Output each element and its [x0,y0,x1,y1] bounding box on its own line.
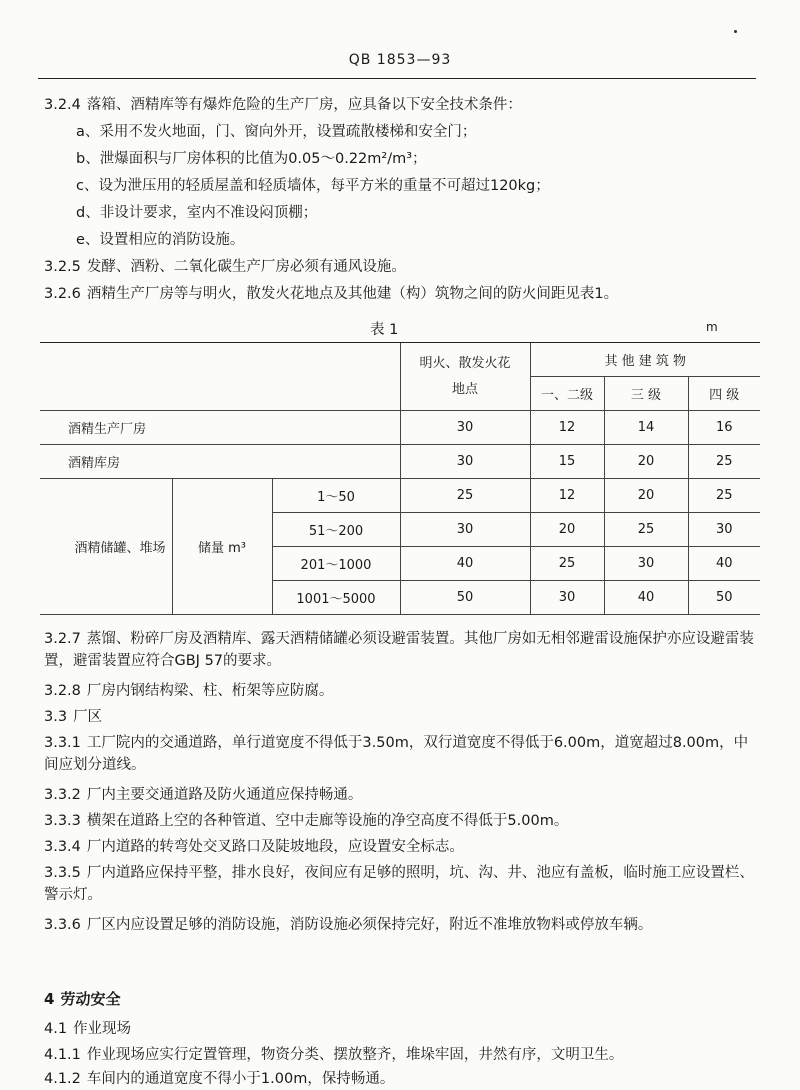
cell: 25 [688,479,760,513]
header-open-fire: 明火、散发火花地点 [400,343,530,411]
range-cell: 1～50 [272,479,400,513]
cell: 30 [530,581,604,615]
clause-3-2-4-item-e: e、设置相应的消防设施。 [76,232,245,248]
clause-3-3: 3.3 厂区 [44,709,103,725]
section-4-title: 4 劳动安全 [44,990,121,1008]
clause-4-1-1: 4.1.1 作业现场应实行定置管理，物资分类、摆放整齐，堆垛牢固，井然有序，文明卫生。 [44,1047,624,1063]
tank-group-label: 酒精储罐、堆场 [40,479,172,615]
cell: 20 [604,479,688,513]
range-cell: 201～1000 [272,547,400,581]
row-label: 酒精库房 [40,445,400,479]
clause-3-2-4-item-c: c、设为泄压用的轻质屋盖和轻质墙体，每平方米的重量不可超过120kg； [76,178,550,194]
clause-3-2-4-item-b: b、泄爆面积与厂房体积的比值为0.05～0.22m²/m³； [76,151,427,167]
cell: 30 [604,547,688,581]
table-header-blank [40,343,400,411]
header-grade-3: 三 级 [604,377,688,411]
cell: 30 [400,411,530,445]
table-caption: 表 1 [370,322,399,338]
clause-3-3-1: 3.3.1 工厂院内的交通道路，单行道宽度不得低于3.50m，双行道宽度不得低于6.00m，道宽超过8.00m，中间应划分道线。 [44,735,749,773]
cell: 40 [688,547,760,581]
clause-3-2-5: 3.2.5 发酵、酒粉、二氧化碳生产厂房必须有通风设施。 [44,259,406,275]
header-grade-12: 一、二级 [530,377,604,411]
clause-3-2-4-item-d: d、非设计要求，室内不准设闷顶棚； [76,205,318,221]
header-grade-4: 四 级 [688,377,760,411]
fire-distance-table [40,342,760,615]
header-rule [38,78,756,79]
table-row [40,411,760,445]
header-other-buildings: 其 他 建 筑 物 [530,343,760,377]
clause-3-3-6: 3.3.6 厂区内应设置足够的消防设施，消防设施必须保持完好，附近不准堆放物料或停放车辆。 [44,917,653,933]
cell: 20 [604,445,688,479]
range-cell: 51～200 [272,513,400,547]
cell: 30 [400,445,530,479]
cell: 30 [688,513,760,547]
clause-3-3-2: 3.3.2 厂内主要交通道路及防火通道应保持畅通。 [44,787,363,803]
clause-4-1-2: 4.1.2 车间内的通道宽度不得小于1.00m，保持畅通。 [44,1071,395,1087]
clause-3-2-8: 3.2.8 厂房内钢结构梁、柱、桁架等应防腐。 [44,683,334,699]
cell: 50 [400,581,530,615]
cell: 20 [530,513,604,547]
clause-3-3-4: 3.3.4 厂内道路的转弯处交叉路口及陡坡地段，应设置安全标志。 [44,839,464,855]
clause-3-2-4: 3.2.4 落箱、酒精库等有爆炸危险的生产厂房，应具备以下安全技术条件： [44,97,522,113]
scan-speck [734,30,737,33]
cell: 40 [400,547,530,581]
tank-group-sublabel: 储量 m³ [172,479,272,615]
cell: 25 [400,479,530,513]
clause-3-3-3: 3.3.3 横架在道路上空的各种管道、空中走廊等设施的净空高度不得低于5.00m。 [44,813,569,829]
cell: 25 [688,445,760,479]
cell: 16 [688,411,760,445]
cell: 50 [688,581,760,615]
table-row [40,479,760,513]
cell: 12 [530,411,604,445]
cell: 15 [530,445,604,479]
cell: 25 [530,547,604,581]
standard-code: QB 1853—93 [348,52,452,68]
table-unit: m [706,320,718,334]
cell: 25 [604,513,688,547]
cell: 14 [604,411,688,445]
clause-3-2-7: 3.2.7 蒸馏、粉碎厂房及酒精库、露天酒精储罐必须设避雷装置。其他厂房如无相邻避雷设施保护亦应设避雷装置，避雷装置应符合GBJ 57的要求。 [44,631,754,669]
cell: 12 [530,479,604,513]
table-row [40,445,760,479]
clause-4-1: 4.1 作业现场 [44,1021,132,1037]
cell: 30 [400,513,530,547]
clause-3-3-5: 3.3.5 厂内道路应保持平整，排水良好，夜间应有足够的照明，坑、沟、井、池应有盖板，临时施工应设置栏、警示灯。 [44,865,754,903]
clause-3-2-4-item-a: a、采用不发火地面，门、窗向外开，设置疏散楼梯和安全门； [76,124,477,140]
row-label: 酒精生产厂房 [40,411,400,445]
range-cell: 1001～5000 [272,581,400,615]
page-header [0,52,800,68]
clause-3-2-6: 3.2.6 酒精生产厂房等与明火，散发火花地点及其他建（构）筑物之间的防火间距见表1。 [44,286,619,302]
cell: 40 [604,581,688,615]
